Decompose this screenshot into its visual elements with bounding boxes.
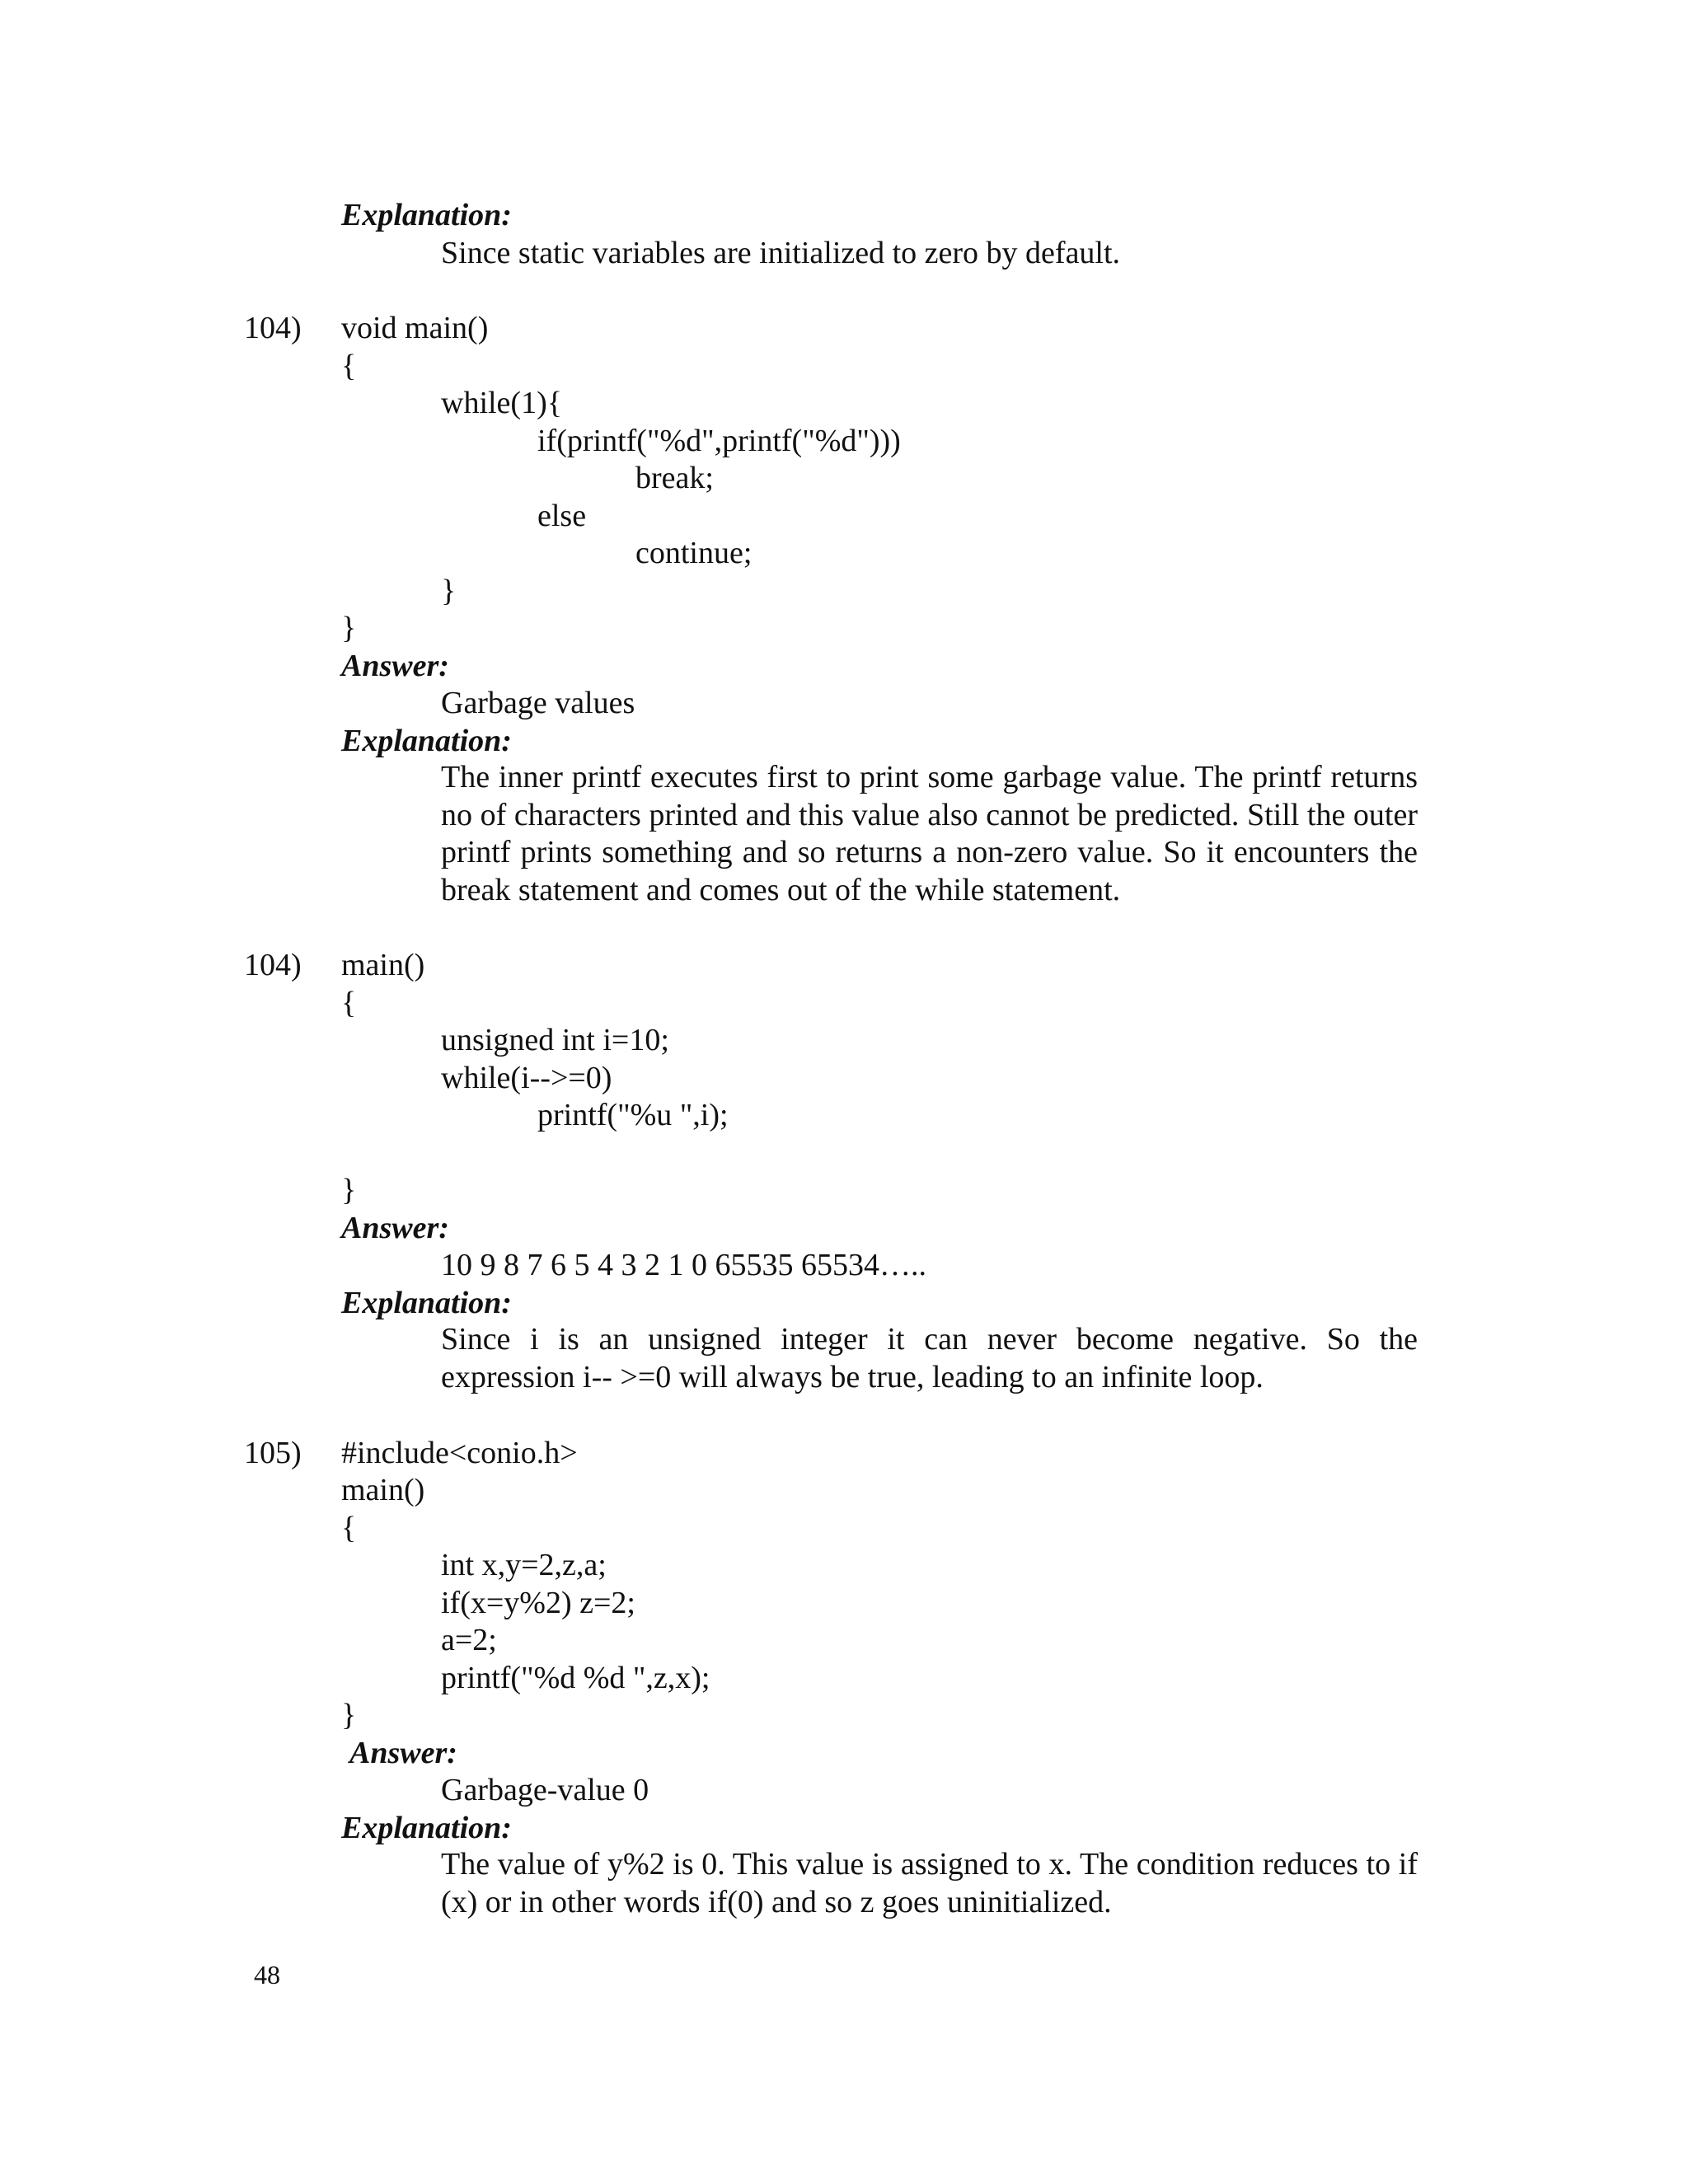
code-line: } bbox=[341, 611, 357, 645]
code-line: while(1){ bbox=[441, 386, 562, 420]
answer-text: 10 9 8 7 6 5 4 3 2 1 0 65535 65534….. bbox=[441, 1248, 926, 1282]
explanation-label: Explanation: bbox=[341, 1286, 512, 1320]
answer-label: Answer: bbox=[349, 1736, 457, 1770]
page-number: 48 bbox=[254, 1960, 280, 1990]
code-line: if(x=y%2) z=2; bbox=[441, 1586, 635, 1620]
code-line: } bbox=[341, 1173, 357, 1207]
explanation-label: Explanation: bbox=[341, 198, 512, 232]
question-number: 105) bbox=[244, 1436, 302, 1470]
explanation-label: Explanation: bbox=[341, 724, 512, 758]
answer-text: Garbage-value 0 bbox=[441, 1773, 649, 1807]
code-line: printf("%u ",i); bbox=[537, 1098, 729, 1132]
code-line: #include<conio.h> bbox=[341, 1436, 578, 1470]
code-line: printf("%d %d ",z,x); bbox=[441, 1661, 710, 1695]
answer-label: Answer: bbox=[341, 1211, 449, 1245]
explanation-text: The inner printf executes first to print some garbage value. The printf returns no of characters printed and this value also cannot be predicted. Still the outer printf prints something and so returns a non-zero value. So it encounters the break statement and comes out of the while statement. bbox=[441, 760, 1418, 907]
explanation-text: Since i is an unsigned integer it can never become negative. So the expression i-- >=0 will always be true, leading to an infinite loop. bbox=[441, 1322, 1418, 1394]
code-line: } bbox=[341, 1698, 357, 1732]
explanation-text: The value of y%2 is 0. This value is assigned to x. The condition reduces to if (x) or in other words if(0) and so z goes uninitialized. bbox=[441, 1847, 1418, 1919]
code-line: unsigned int i=10; bbox=[441, 1023, 669, 1057]
code-line: if(printf("%d",printf("%d"))) bbox=[537, 424, 901, 458]
explanation-label: Explanation: bbox=[341, 1811, 512, 1845]
code-line: void main() bbox=[341, 311, 489, 345]
code-line: int x,y=2,z,a; bbox=[441, 1548, 607, 1582]
answer-label: Answer: bbox=[341, 649, 449, 683]
code-line: { bbox=[341, 349, 357, 383]
code-line: main() bbox=[341, 1473, 425, 1507]
code-line: break; bbox=[635, 461, 714, 495]
code-line: continue; bbox=[635, 536, 753, 570]
answer-text: Garbage values bbox=[441, 686, 635, 720]
code-line: { bbox=[341, 1511, 357, 1545]
explanation-text: Since static variables are initialized to zero by default. bbox=[441, 236, 1121, 270]
code-line: while(i-->=0) bbox=[441, 1061, 612, 1095]
code-line: main() bbox=[341, 948, 425, 982]
code-line: else bbox=[537, 499, 587, 533]
question-number: 104) bbox=[244, 311, 302, 345]
code-line: { bbox=[341, 986, 357, 1020]
question-number: 104) bbox=[244, 948, 302, 982]
code-line: a=2; bbox=[441, 1623, 497, 1657]
code-line: } bbox=[441, 574, 457, 608]
